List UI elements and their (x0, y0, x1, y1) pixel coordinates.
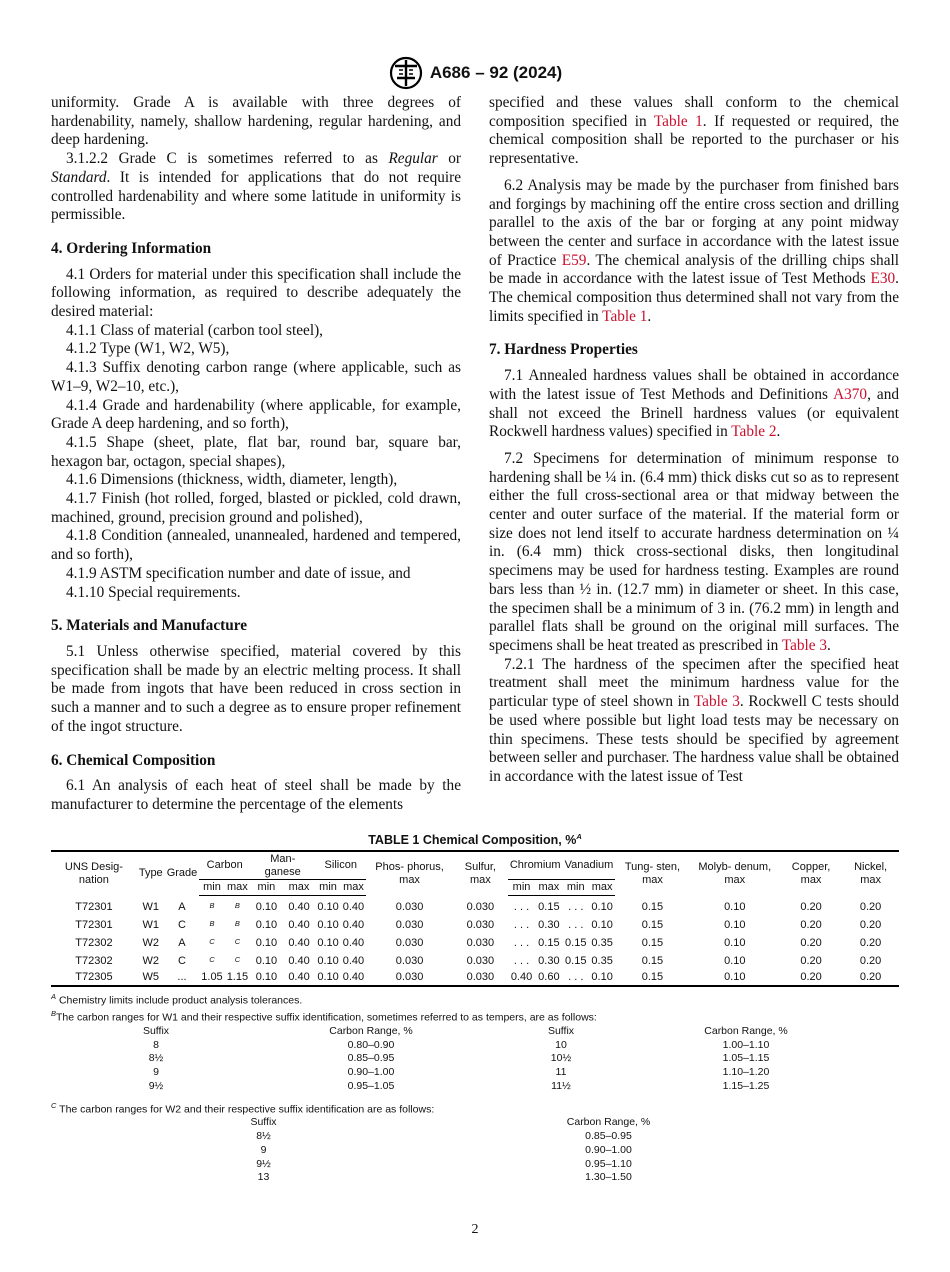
carbon-range-cell: 1.10–1.20 (722, 1066, 770, 1079)
table-cell: 0.60 (535, 971, 562, 986)
table-cell: 0.15 (641, 955, 664, 968)
suffix-cell: 8½ (148, 1052, 164, 1065)
table-title: TABLE 1 Chemical Composition, %$^A$ (368, 832, 582, 848)
suffix-row (51, 1066, 851, 1080)
table-cell: 0.10 (589, 971, 615, 986)
suffix-cell: 9 (260, 1143, 267, 1156)
left-column (51, 94, 461, 815)
table-cell: 0.030 (466, 919, 495, 932)
table-cell: 0.20 (859, 900, 882, 913)
carbon-range-cell: 0.95–1.05 (347, 1079, 395, 1092)
col-header-max: max (589, 880, 615, 896)
table-cell: W2 (142, 937, 159, 950)
section-7-1: 7.1 Annealed hardness values shall be obtained in accordance with the latest issue of Test Methods and Definitions A370, and shall not exceed the Brinell hardness values (or equivalent Rockwell hardness values) specified in Table 2. (489, 367, 899, 441)
col-header-chromium: Chromium (508, 851, 563, 880)
col-header-min: min (563, 880, 589, 896)
chemical-composition-table (51, 850, 899, 987)
col-header-max: max (283, 880, 316, 896)
table-cell: W5 (137, 971, 165, 986)
table-cell: 0.10 (724, 900, 746, 913)
suffix-row (51, 1039, 851, 1053)
table-cell: 0.15 (565, 955, 587, 968)
carbon-range-cell: 1.30–1.50 (585, 1171, 632, 1184)
table-cell: A (178, 900, 186, 913)
carbon-range-cell: 0.90–1.00 (585, 1143, 632, 1156)
table-cell: 1.05 (199, 971, 224, 986)
table-cell: C (178, 955, 186, 968)
table-3-link[interactable]: Table 3 (693, 693, 740, 711)
suffix-row (51, 1130, 741, 1144)
carbon-range-header: Carbon Range, % (329, 1024, 413, 1037)
table-cell: . . . (568, 900, 584, 913)
section-6-2: 6.2 Analysis may be made by the purchaser from finished bars and forgings by machining off the entire cross section and drilling parallel to the axis of the bar or forging at any point midway between the center and surface in accordance with the latest issue of Practice E59. The chemical analysis of the drilling chips shall be made in accordance with the latest issue of Test Methods E30. The chemical composition thus determined shall not vary from the limits specified in Table 1. (489, 176, 899, 325)
footnote-b: $^B$The carbon ranges for W1 and their respective suffix identification, sometimes referred to as tempers, are as follows: (51, 1009, 597, 1024)
table-row (51, 935, 899, 953)
table-2-link[interactable]: Table 2 (731, 423, 777, 441)
col-header-carbon: Carbon (199, 851, 250, 880)
table-cell: 0.35 (591, 937, 613, 950)
table-cell: 0.20 (859, 919, 882, 932)
table-cell: 0.10 (317, 955, 339, 968)
table-cell: 0.20 (800, 937, 822, 950)
table-row (51, 917, 899, 935)
table-cell: 0.030 (366, 971, 453, 986)
carbon-range-cell: 0.80–0.90 (347, 1038, 395, 1051)
table-cell: 0.40 (288, 955, 310, 968)
astm-logo-icon (388, 56, 424, 90)
suffix-row (51, 1158, 741, 1172)
section-5-1: 5.1 Unless otherwise specified, material covered by this specification shall be made by an electric melting process. It shall be made from ingots that have been reduced in cross section in such a manner and to such a degree as to ensure proper refinement of the ingot structure. (51, 642, 461, 735)
suffix-row (51, 1080, 851, 1094)
table-cell: 0.40 (508, 971, 535, 986)
table-cell: 0.40 (342, 919, 365, 932)
col-header-phosphorus: Phos- phorus, max (366, 851, 453, 895)
right-column (489, 94, 899, 787)
table-body (51, 895, 899, 986)
section-6-1: 6.1 An analysis of each heat of steel shall be made by the manufacturer to determine the percentage of the elements (51, 777, 461, 813)
table-1 (51, 832, 899, 1185)
section-4-1-8: 4.1.8 Condition (annealed, unannealed, hardened and tempered, and so forth), (51, 527, 461, 564)
section-4-1-2: 4.1.2 Type (W1, W2, W5), (66, 340, 230, 358)
table-cell: T72301 (75, 900, 113, 913)
page-number: 2 (471, 1222, 479, 1237)
suffix-cell: 10 (555, 1038, 567, 1051)
table-cell: 0.20 (780, 971, 842, 986)
table-cell: C (234, 955, 241, 965)
suffix-cell: 8½ (256, 1130, 271, 1143)
col-header-molybdenum: Molyb- denum, max (690, 851, 780, 895)
table-cell: 0.10 (250, 971, 283, 986)
table-3-link[interactable]: Table 3 (781, 636, 828, 654)
heading-materials-manufacture: 5. Materials and Manufacture (51, 617, 248, 635)
carbon-range-cell: 0.85–0.95 (347, 1052, 395, 1065)
section-4-1-7: 4.1.7 Finish (hot rolled, forged, blasted or pickled, cold drawn, machined, ground, precision ground and polished), (51, 490, 461, 526)
suffix-cell: 11 (555, 1066, 567, 1079)
table-cell: 0.15 (565, 937, 587, 950)
carbon-range-cell: 0.90–1.00 (347, 1066, 395, 1079)
table-cell: C (234, 936, 241, 946)
table-cell: 0.10 (317, 937, 339, 950)
carbon-range-cell: 1.05–1.15 (722, 1052, 770, 1065)
table-cell: 0.10 (317, 919, 339, 932)
table-cell: C (209, 936, 215, 946)
section-4-1-6: 4.1.6 Dimensions (thickness, width, diameter, length), (66, 471, 398, 489)
col-header-silicon: Silicon (315, 851, 366, 880)
table-cell: A (178, 937, 186, 950)
table-cell: B (209, 900, 215, 910)
heading-chemical-composition: 6. Chemical Composition (51, 751, 216, 769)
table-cell: 0.030 (453, 971, 508, 986)
col-header-min: min (199, 880, 224, 896)
section-4-1-3: 4.1.3 Suffix denoting carbon range (where applicable, such as W1–9, W2–10, etc.), (51, 359, 461, 395)
document-title: A686 – 92 (2024) (429, 63, 563, 82)
table-cell: 0.10 (591, 900, 613, 913)
suffix-row (51, 1144, 741, 1158)
table-cell: . . . (563, 971, 589, 986)
table-cell: 0.030 (395, 937, 424, 950)
suffix-table-w1 (51, 1025, 851, 1094)
table-cell: C (209, 955, 215, 965)
table-cell: 1.15 (225, 971, 250, 986)
footnote-a: $^A$ Chemistry limits include product analysis tolerances. (51, 991, 303, 1007)
suffix-table-w2 (51, 1116, 741, 1185)
col-header-vanadium: Vanadium (563, 851, 616, 880)
suffix-row (51, 1171, 741, 1185)
table-cell: 0.10 (690, 971, 780, 986)
table-cell: T72302 (75, 955, 113, 968)
carbon-range-header: Carbon Range, % (566, 1116, 651, 1129)
section-7-2: 7.2 Specimens for determination of minimum response to hardening shall be ¼ in. (6.4 mm) thick disks cut so as to represent either the full cross-sectional area or that midway between the center and outer surface of the material. If the material form or size does not lend itself to accurate hardness determination on ¼ in. (6.4 mm) thick cross-sectional disks, then longitudinal specimens may be used for hardness testing. Examples are round bars less than ½ in. (12.7 mm) in diameter or sheet. In this case, the specimen shall be a minimum of 3 in. (76.2 mm) in length and parallel flats shall be ground on the original mill surfaces. The specimens shall be heat treated as prescribed in Table 3. (489, 449, 899, 654)
col-header-max: max (535, 880, 562, 896)
e30-link[interactable]: E30 (870, 270, 896, 288)
table-cell: 0.030 (395, 900, 424, 913)
col-header-min: min (250, 880, 283, 896)
table-cell: W1 (142, 900, 159, 913)
carbon-range-header: Carbon Range, % (704, 1024, 788, 1037)
section-3-1-2-2: 3.1.2.2 Grade C is sometimes referred to as Regular or Standard. It is intended for applications that do not require controlled hardenability and where some latitude in uniformity is permissible. (51, 150, 461, 224)
table-cell: 0.40 (288, 900, 310, 913)
table-cell: W1 (142, 919, 159, 932)
table-cell: C (178, 919, 186, 932)
paragraph: uniformity. Grade A is available with three degrees of hardenability, namely, shallow hardening, regular hardening, and deep hardening. (51, 94, 461, 149)
col-header-uns: UNS Desig- nation (51, 851, 137, 895)
carbon-range-cell: 0.85–0.95 (585, 1130, 632, 1143)
table-cell: 0.10 (255, 937, 278, 950)
col-header-nickel: Nickel, max (842, 851, 899, 895)
table-row (51, 895, 899, 917)
table-cell: 0.10 (255, 919, 278, 932)
table-cell: 0.40 (342, 900, 365, 913)
table-cell: 0.030 (395, 919, 424, 932)
table-cell: 0.10 (724, 955, 746, 968)
table-cell: B (209, 918, 215, 928)
heading-hardness-properties: 7. Hardness Properties (489, 341, 638, 359)
table-cell: T72301 (75, 919, 113, 932)
table-cell: 0.40 (342, 937, 365, 950)
table-cell: B (234, 900, 240, 910)
col-header-max: max (341, 880, 366, 896)
table-cell: 0.10 (317, 900, 339, 913)
carbon-range-cell: 1.15–1.25 (722, 1079, 770, 1092)
table-cell: 0.030 (395, 955, 424, 968)
table-cell: 0.40 (288, 937, 310, 950)
table-cell: 0.30 (538, 919, 560, 932)
col-header-manganese: Man- ganese (250, 851, 315, 880)
col-header-copper: Copper, max (780, 851, 842, 895)
table-cell: 0.20 (800, 900, 822, 913)
table-cell: 0.10 (724, 919, 746, 932)
section-4-1-1: 4.1.1 Class of material (carbon tool steel), (66, 321, 323, 339)
section-4-1-9: 4.1.9 ASTM specification number and date of issue, and (66, 564, 411, 582)
section-4-1: 4.1 Orders for material under this specification shall include the following information, as required to describe adequately the desired material: (51, 265, 461, 321)
a370-link[interactable]: A370 (833, 385, 868, 403)
table-cell: ... (165, 971, 200, 986)
col-header-grade: Grade (165, 851, 200, 895)
section-7-2-1: 7.2.1 The hardness of the specimen after the specified heat treatment shall meet the minimum hardness value for the particular type of steel shown in Table 3. Rockwell C tests should be used where possible but light load tests may be necessary on thin specimens. These tests should be specified by agreement between seller and purchaser. The hardness value shall be obtained in accordance with the latest issue of Test (489, 655, 899, 785)
col-header-min: min (315, 880, 340, 896)
suffix-row (51, 1052, 851, 1066)
suffix-cell: 8 (153, 1038, 159, 1051)
table-cell: 0.20 (859, 937, 882, 950)
table-cell: . . . (513, 900, 530, 913)
table-cell: 0.10 (255, 955, 278, 968)
table-cell: . . . (513, 937, 530, 950)
table-cell: 0.15 (538, 900, 560, 913)
table-cell: 0.15 (641, 919, 664, 932)
table-cell: T72305 (51, 971, 137, 986)
table-1-link[interactable]: Table 1 (602, 307, 648, 325)
table-cell: 0.15 (615, 971, 689, 986)
col-header-min: min (508, 880, 535, 896)
section-4-1-4: 4.1.4 Grade and hardenability (where applicable, for example, Grade A deep hardening, and so forth), (51, 396, 461, 433)
heading-ordering-information: 4. Ordering Information (51, 239, 212, 257)
table-cell: 0.15 (641, 937, 664, 950)
table-row (51, 953, 899, 971)
table-cell: . . . (568, 919, 584, 932)
table-cell: 0.15 (538, 937, 560, 950)
carbon-range-cell: 1.00–1.10 (722, 1038, 770, 1051)
table-cell: B (234, 918, 240, 928)
suffix-header: Suffix (250, 1116, 277, 1129)
suffix-cell: 9½ (256, 1157, 271, 1170)
table-cell: 0.10 (255, 900, 278, 913)
table-cell: 0.030 (466, 937, 495, 950)
table-cell: 0.10 (591, 919, 613, 932)
table-cell: . . . (513, 919, 530, 932)
suffix-cell: 10½ (550, 1052, 572, 1065)
table-cell: 0.40 (341, 971, 366, 986)
footnote-c: $^C$ The carbon ranges for W2 and their respective suffix identification are as follows: (51, 1100, 435, 1116)
col-header-tungsten: Tung- sten, max (615, 851, 689, 895)
table-cell: 0.10 (724, 937, 746, 950)
table-cell: 0.15 (641, 900, 664, 913)
suffix-cell: 9½ (148, 1079, 164, 1092)
table-cell: 0.10 (315, 971, 340, 986)
suffix-cell: 11½ (551, 1079, 571, 1092)
table-cell: T72302 (75, 937, 113, 950)
table-cell: 0.40 (288, 919, 310, 932)
suffix-cell: 9 (153, 1066, 159, 1079)
table-cell: 0.20 (842, 971, 899, 986)
carbon-range-cell: 0.95–1.10 (585, 1157, 632, 1170)
table-cell: 0.030 (466, 900, 495, 913)
col-header-max: max (225, 880, 250, 896)
paragraph-continued: specified and these values shall conform to the chemical composition specified in Table 1. If requested or required, the chemical composition shall be reported to the purchaser or his representative. (489, 94, 899, 168)
suffix-cell: 13 (257, 1171, 270, 1184)
e59-link[interactable]: E59 (561, 251, 587, 269)
table-row (51, 971, 899, 986)
table-cell: 0.030 (466, 955, 495, 968)
table-1-link[interactable]: Table 1 (653, 112, 703, 130)
section-4-1-10: 4.1.10 Special requirements. (66, 583, 241, 601)
section-4-1-5: 4.1.5 Shape (sheet, plate, flat bar, round bar, square bar, hexagon bar, octagon, special shapes), (51, 433, 461, 470)
col-header-type: Type (137, 851, 165, 895)
table-cell: 0.40 (283, 971, 316, 986)
table-cell: W2 (142, 955, 159, 968)
col-header-sulfur: Sulfur, max (453, 851, 508, 895)
suffix-header: Suffix (142, 1024, 170, 1037)
page-header (0, 56, 950, 90)
suffix-header: Suffix (547, 1024, 575, 1037)
table-cell: 0.20 (800, 919, 822, 932)
table-cell: 0.40 (342, 955, 365, 968)
table-cell: 0.35 (591, 955, 613, 968)
table-cell: 0.30 (538, 955, 560, 968)
table-cell: . . . (513, 955, 530, 968)
table-cell: 0.20 (800, 955, 822, 968)
table-cell: 0.20 (859, 955, 882, 968)
